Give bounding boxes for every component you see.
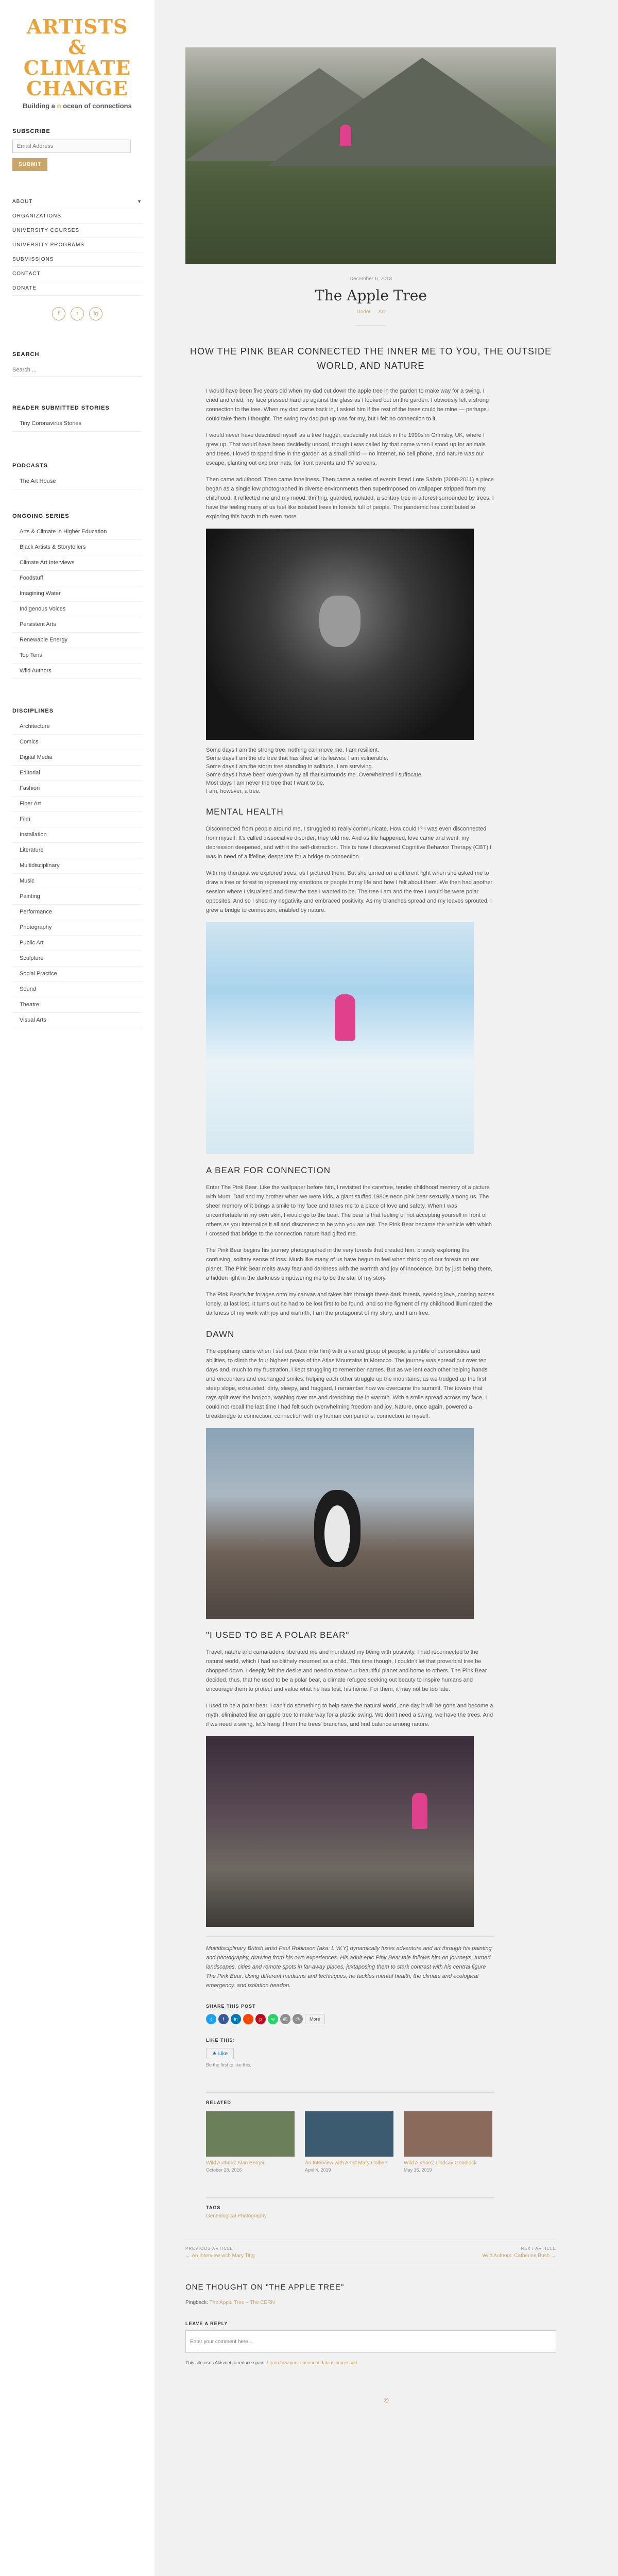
title-divider (355, 325, 386, 326)
series-link[interactable]: Top Tens (12, 648, 142, 664)
discipline-link[interactable]: Digital Media (12, 750, 142, 766)
next-article-label: NEXT ARTICLE (521, 2246, 556, 2251)
discipline-link[interactable]: Literature (12, 843, 142, 858)
comment-input[interactable] (185, 2330, 556, 2353)
subscribe-email-input[interactable] (12, 140, 131, 153)
discipline-link[interactable]: Photography (12, 920, 142, 936)
paragraph: The Pink Bear begins his journey photographed in the very forests that created him, bravely exploring the confusing, solitary sense of loss. Much like many of us have begun to feel when thinking of our forests on our planet. The Pink Bear melts away fear and darkness with the warmth and joy of innocence, but by just being there, a hidden light in the darkness empowering me to be the star of my story. (206, 1247, 493, 1281)
subscribe-submit-button[interactable]: SUBMIT (12, 158, 47, 171)
reader-stories-heading: READER SUBMITTED STORIES (12, 405, 110, 411)
section-heading-polar-bear: "I USED TO BE A POLAR BEAR" (206, 1630, 350, 1640)
paragraph: With my therapist we explored trees, as I pictured them. But she turned on a different light when she asked me to draw a tree or forest to represent my emotions or people in my life and how I felt about them. We then had another session where I visualised and drew the tree I wanted to be. The tree I am and the tree I would be were polar opposites. And so I shed my negativity and embraced positivity. As my branches spread and my leaves sprouted, I grew a bridge to connection, enabled by nature. (206, 870, 493, 913)
discipline-link[interactable]: Fashion (12, 781, 142, 796)
poem-line: I am, however, a tree. (206, 788, 261, 794)
category-link[interactable]: Under (356, 309, 371, 315)
nav-item-donate[interactable] (12, 281, 142, 296)
print-share-icon[interactable]: ⎙ (293, 2014, 303, 2024)
share-more-button[interactable]: More (305, 2014, 325, 2024)
series-link[interactable]: Wild Authors (12, 664, 142, 679)
instagram-icon[interactable]: ig (89, 307, 102, 320)
nav-item-about[interactable] (12, 195, 142, 209)
post-navigation (185, 2240, 556, 2265)
discipline-link[interactable]: Sculpture (12, 951, 142, 967)
series-link[interactable]: Imagining Water (12, 586, 142, 602)
nav-item-contact[interactable] (12, 267, 142, 281)
related-post-thumbnail[interactable] (206, 2111, 295, 2157)
nav-item-label: ABOUT (12, 199, 33, 205)
nav-item-university-programs[interactable] (12, 238, 142, 252)
author-bio: Multidisciplinary British artist Paul Robinson (aka: L.W.Y) dynamically fuses adventure and art through his painting and photography, drawing from his own experiences. His adult epic Pink Bear tale follows him on journeys, turned landscapes, cities and remote spots in far-away places, juxtaposing them to stark contrast with his central figure The Pink Bear. Using different mediums and techniques, he tackles mental health, the climate and ecological emergency, and isolation headon. (206, 1936, 494, 1990)
paragraph: Disconnected from people around me, I struggled to really communicate. How could I? I was even disconnected from myself. It's called dissociative disorder; they told me. And as life happened, love came and went, my depression deepened, and with it the self-distraction. This is how I discovered Cognitive Behavior Therapy (CBT) I was in need of a lifeline, desperate for a bridge to connection. (206, 826, 492, 860)
akismet-text: This site uses Akismet to reduce spam. (185, 2360, 266, 2365)
related-post-thumbnail[interactable] (305, 2111, 393, 2157)
disciplines-heading: DISCIPLINES (12, 708, 54, 714)
search-heading: SEARCH (12, 351, 40, 358)
reader-story-link[interactable]: Tiny Coronavirus Stories (12, 416, 142, 432)
discipline-link[interactable]: Music (12, 874, 142, 889)
paragraph: I would have been five years old when my dad cut down the apple tree in the garden to make way for a swing. I cried and cried, my face pressed hard up against the glass as I looked out on the garden. I obviously felt a strong connection to the tree. When my dad came back in, I asked him if the rest of the trees could be mine — perhaps I could take them I thought. The swing my dad put up was for my, but I felt no connection to it. (206, 388, 490, 422)
section-heading-mental-health: MENTAL HEALTH (206, 807, 284, 817)
post-article (185, 47, 556, 2219)
leave-reply-heading: LEAVE A REPLY (185, 2321, 228, 2326)
ongoing-series-heading: ONGOING SERIES (12, 513, 70, 519)
akismet-notice (185, 2360, 556, 2365)
nav-item-submissions[interactable] (12, 252, 142, 267)
series-link[interactable]: Arts & Climate in Higher Education (12, 524, 142, 540)
hero-mountain-right (268, 58, 556, 166)
discipline-link[interactable]: Architecture (12, 719, 142, 735)
social-links (0, 307, 154, 320)
like-button[interactable]: ★ Like (206, 2048, 234, 2059)
discipline-link[interactable]: Film (12, 812, 142, 827)
whatsapp-share-icon[interactable]: w (268, 2014, 278, 2024)
related-post-card[interactable] (206, 2111, 295, 2173)
pink-bear-figure (335, 994, 355, 1041)
paragraph: The Pink Bear's fur forages onto my canvas and takes him through these dark forests, seeking love, coming across lonely, at last lost. It turns out he had to be lost first to be found, and so the figment of my childhood illuminated the darkness of my work with joy and warmth, I am the protagonist of my story, and I am free. (206, 1292, 494, 1316)
related-post-date: April 4, 2019 (305, 2167, 331, 2173)
post-date: December 6, 2018 (349, 276, 392, 282)
bw-portrait-image (206, 529, 474, 740)
series-link[interactable]: Black Artists & Storytellers (12, 540, 142, 555)
linkedin-share-icon[interactable]: in (231, 2014, 241, 2024)
category-link[interactable]: Art (378, 309, 385, 315)
series-link[interactable]: Renewable Energy (12, 633, 142, 648)
main-nav (0, 195, 154, 296)
nav-item-label: UNIVERSITY COURSES (12, 228, 80, 233)
post-body (206, 386, 494, 2219)
like-heading: LIKE THIS: (206, 2038, 235, 2043)
subscribe-heading: SUBSCRIBE (12, 128, 50, 134)
series-link[interactable]: Indigenous Voices (12, 602, 142, 617)
related-post-title[interactable]: Wild Authors: Alan Berger (206, 2160, 265, 2166)
discipline-link[interactable]: Fiber Art (12, 796, 142, 812)
podcast-link[interactable]: The Art House (12, 474, 142, 489)
logo-tag-suffix: ocean of connections (63, 102, 132, 110)
reddit-share-icon[interactable]: r (243, 2014, 253, 2024)
next-article[interactable] (483, 2246, 556, 2259)
comments-section (185, 2283, 556, 2365)
next-article-link[interactable]: Wild Authors: Catherine Bush → (482, 2253, 556, 2259)
discipline-link[interactable]: Installation (12, 827, 142, 843)
tag-link[interactable]: Genealogical Photography (206, 2213, 267, 2219)
comments-heading: ONE THOUGHT ON "THE APPLE TREE" (185, 2283, 345, 2292)
post-subheading: HOW THE PINK BEAR CONNECTED THE INNER ME TO YOU, THE OUTSIDE WORLD, AND NATURE (190, 346, 552, 371)
previous-article-link[interactable]: ← An Interview with Mary Ting (185, 2253, 255, 2259)
akismet-link[interactable]: Learn how your comment data is processed. (267, 2360, 358, 2365)
disciplines-list (0, 708, 154, 1028)
discipline-link[interactable]: Visual Arts (12, 1013, 142, 1028)
poem-line: Some days I am the old tree that has shed all its leaves. I am vulnerable. (206, 755, 389, 761)
post-title: The Apple Tree (315, 287, 427, 304)
related-post-title[interactable]: An Interview with Artist Mary Colbert (305, 2160, 388, 2166)
nav-item-university-courses[interactable] (12, 224, 142, 238)
paragraph: I would never have described myself as a tree hugger, especially not back in the 1990s in Grimsby, UK, where I grew up. That would have been decidedly uncool, though I was called by that name when I stood up for animals and trees. I loved to spend time in the garden as a small child — no internet, no cell phone, and nature was our escape, planting out explorer hats, for front parents and TV screens. (206, 432, 486, 466)
discipline-link[interactable]: Public Art (12, 936, 142, 951)
discipline-link[interactable]: Editorial (12, 766, 142, 781)
pink-bear-figure (412, 1793, 427, 1829)
search-input[interactable] (12, 363, 142, 377)
related-post-date: May 15, 2019 (404, 2167, 432, 2173)
related-post-card[interactable] (305, 2111, 393, 2173)
penguin-belly (324, 1505, 350, 1562)
poem-line: Some days I have been overgrown by all that surrounds me. Overwhelmed I suffocate. (206, 772, 423, 778)
logo-line-1: ARTISTS (26, 15, 128, 38)
twitter-share-icon[interactable]: t (206, 2014, 216, 2024)
logo-tagline (12, 102, 142, 110)
related-post-thumbnail[interactable] (404, 2111, 492, 2157)
discipline-link[interactable]: Sound (12, 982, 142, 997)
email-share-icon[interactable]: @ (280, 2014, 290, 2024)
discipline-link[interactable]: Painting (12, 889, 142, 905)
paragraph: Then came adulthood. Then came loneliness. Then came a series of events listed Lore Sabrin (2008-2011) a piece began as a single low photographed in diverse environments then superimposed on wallpaper stripped from my childhood. It reflected me and my mood: thrifting, guarded, isolated, a solitary tree in a forest surrounded by trees. I have the feeling many of us feel like isolated trees in forests full of people. The pandemic has contributed to exploring this harsh truth even more. (206, 477, 494, 520)
section-heading-dawn: DAWN (206, 1329, 235, 1339)
portrait-face (319, 596, 360, 647)
discipline-link[interactable]: Social Practice (12, 967, 142, 982)
discipline-link[interactable]: Comics (12, 735, 142, 750)
discipline-link[interactable]: Theatre (12, 997, 142, 1013)
logo-tag-prefix: Building a (23, 102, 55, 110)
plastic-waste-image (206, 1736, 474, 1927)
nav-item-label: DONATE (12, 285, 37, 291)
poem-line: Some days I am the storm tree standing in solitude. I am surviving. (206, 764, 373, 770)
tags-section (206, 2197, 494, 2219)
paragraph: Travel, nature and camaraderie liberated me and inundated my being with positivity. I had reconnected to the natural world, which I had so blithely mourned as a child. This time though, I couldn't let that proverbial tree be chopped down. I deeply felt the desire and need to show our beautiful planet and home to others. The Pink Bear decided, thus, that he used to be a polar bear, a climate refugee seeking out beauty to inspire humans and encourage them to protect and value what he has lost, his home. For them, it may not be too late. (206, 1649, 487, 1692)
pingback-link[interactable]: The Apple Tree – The CERN (209, 2300, 275, 2306)
section-heading-bear: A BEAR FOR CONNECTION (206, 1165, 331, 1175)
nav-item-label: UNIVERSITY PROGRAMS (12, 242, 84, 248)
nav-item-organizations[interactable] (12, 209, 142, 224)
previous-article-label: PREVIOUS ARTICLE (185, 2246, 233, 2251)
chevron-down-icon: ▼ (137, 199, 142, 204)
hero-image (185, 47, 556, 264)
footer-logo-icon[interactable]: ◎ (383, 2396, 389, 2403)
snow-bear-image (206, 922, 474, 1154)
sidebar (0, 0, 154, 2576)
paragraph: Enter The Pink Bear. Like the wallpaper before him, I revisited the carefree, tender childhood memory of a picture with Mum, Dad and my brother when we were kids, a giant stuffed 1980s neon pink bear sexually among us. The sheer memory of it brings a smile to my face and takes me to a place of love and safety. When I was uncomfortable in my own skin, I would go to the bear. The bear is that feeling of not accepting yourself in front of others as you internalize it all and disconnect to be who you are not. The Pink Bear became the vehicle with which I crossed that bridge to the connection nature had gifted me. (206, 1184, 492, 1237)
poem (206, 746, 494, 795)
series-link[interactable]: Persistent Arts (12, 617, 142, 633)
paragraph: The epiphany came when I set out (bear into him) with a varied group of people, a jumble of personalities and abilities, to climb the four highest peaks of the Atlas Mountains in Morocco. The journey was spread out over ten days and, much to my frustration, I kept struggling to remember names. But as we lent each other helping hands and encounters and exchanged smiles, helping each other struggle up the mountains, as we trudged up the first steep slope, exhausted, dirty, sleepy, and haggard, I remember how we overcame the summit. The towers that rays spilt over the horizon, washing over me and drenching me in warmth. With a smile spread across my face, I could not recall the last time I had felt such overwhelming freedom and joy. Nature, once again, powered a breakbridge to connection, connection with my human companions, connection to myself. (206, 1348, 488, 1419)
pingback-label: Pingback: (185, 2300, 208, 2306)
site-logo[interactable] (0, 0, 154, 125)
related-post-title[interactable]: Wild Authors: Lindsay Goodlock (404, 2160, 477, 2166)
pingback (185, 2300, 556, 2306)
related-posts (206, 2111, 494, 2173)
poem-line: Some days I am the strong tree, nothing can move me. I am resilient. (206, 747, 380, 753)
pink-bear-figure (340, 125, 351, 146)
like-note: Be the first to like this. (206, 2062, 252, 2067)
logo-line-3: CHANGE (26, 77, 128, 100)
share-heading: SHARE THIS POST (206, 2004, 256, 2009)
discipline-link[interactable]: Performance (12, 905, 142, 920)
share-buttons (206, 2014, 494, 2024)
pinterest-share-icon[interactable]: p (255, 2014, 266, 2024)
penguin-image (206, 1428, 474, 1619)
nav-item-label: SUBMISSIONS (12, 257, 54, 262)
nav-item-label: ORGANIZATIONS (12, 213, 62, 219)
related-post-card[interactable] (404, 2111, 492, 2173)
facebook-share-icon[interactable]: f (218, 2014, 229, 2024)
logo-tag-accent: n (57, 102, 61, 110)
related-heading: RELATED (206, 2092, 494, 2105)
facebook-icon[interactable]: f (52, 307, 65, 320)
series-link[interactable]: Foodstuff (12, 571, 142, 586)
nav-item-label: CONTACT (12, 271, 41, 277)
main-content (154, 0, 618, 2576)
podcasts-heading: PODCASTS (12, 463, 48, 469)
previous-article[interactable] (185, 2246, 255, 2259)
series-link[interactable]: Climate Art Interviews (12, 555, 142, 571)
paragraph: I used to be a polar bear. I can't do something to help save the natural world, one day it will be gone and become a myth, eliminated like an apple tree to make way for a plastic swing. We don't need a swing, we have the trees. And if we need a swing, let's hang it from the trees' branches, and find balance among nature. (206, 1703, 493, 1727)
tags-heading: TAGS (206, 2205, 221, 2210)
logo-line-2: & CLIMATE (23, 36, 131, 79)
discipline-link[interactable]: Multidisciplinary (12, 858, 142, 874)
poem-line: Most days I am never the tree that I want to be. (206, 780, 324, 786)
twitter-icon[interactable]: t (71, 307, 84, 320)
ongoing-series-list (0, 513, 154, 679)
related-post-date: October 28, 2016 (206, 2167, 242, 2173)
post-categories (185, 309, 556, 315)
